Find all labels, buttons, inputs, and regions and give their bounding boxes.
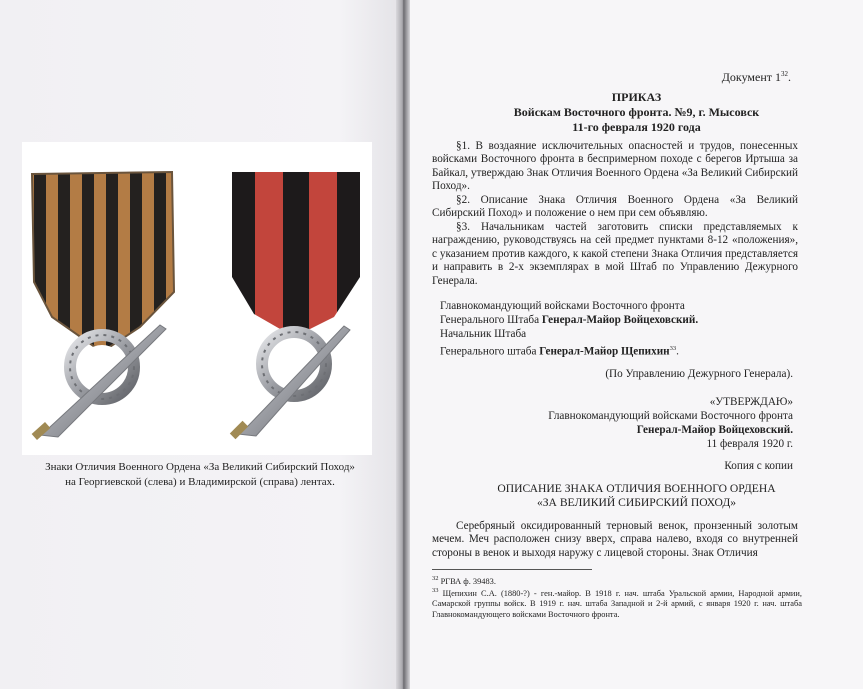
order-date: 11-го февраля 1920 года [572,120,701,134]
description-subtitle: «ЗА ВЕЛИКИЙ СИБИРСКИЙ ПОХОД» [536,496,737,509]
medal-right [230,326,350,439]
signature-4: Генерального штаба Генерал-Майор Щепихин$^{33}$. [440,345,679,358]
georgievskaya-ribbon [32,172,174,352]
signature-1: Главнокомандующий войсками Восточного фронта [440,300,685,312]
caption-line-2: на Георгиевской (слева) и Владимирской (справа) лентах. [65,476,335,488]
approve-heading: «УТВЕРЖДАЮ» [709,396,793,408]
footnote-33: $^{33}$ Щепихин С.А. (1880-?) - ген.-майор. В 1918 г. нач. штаба Уральской армии, Народной армии, Самарской группы войск. В 1919 г. нач. штаба Западной и 2-й армий, с января 1920 г. нач. штаба Главнокомандующего войсками Восточного фронта. [432,587,802,619]
paragraph-1: §1. В воздаяние исключительных опасностей и трудов, понесенных войсками Восточного фронта в беспримерном походе с берегов Иртыша за Байкал, утверждаю Знак Отличия Военного Ордена «За Великий Сибирский Поход». [432,140,798,193]
order-subtitle: Войскам Восточного фронта. №9, г. Мысовск [513,105,760,119]
medals-photo [22,142,372,455]
left-page [0,0,400,689]
medals-illustration [22,142,372,455]
document-number: Документ $1^{32}$. [721,70,791,84]
signature-3: Начальник Штаба [440,328,527,340]
photo-caption [20,460,380,490]
office-note: (По Управлению Дежурного Генерала). [605,368,793,380]
right-page [410,0,863,689]
footnote-rule [432,569,592,570]
book-gutter [396,0,410,689]
description-paragraph: Серебряный оксидированный терновый венок, пронзенный золотым мечем. Меч расположен снизу вверх, справа налево, входя со внутренней стороны в венок и выходя наружу с лицевой стороны. Знак Отличия [432,520,798,559]
caption-line-1: Знаки Отличия Военного Ордена «За Великий Сибирский Поход» [45,461,355,473]
vladimirskaya-ribbon [232,172,360,337]
description-title: ОПИСАНИЕ ЗНАКА ОТЛИЧИЯ ВОЕННОГО ОРДЕНА [497,482,776,495]
footnote-32: $^{32}$ РГВА ф. 39483. [432,575,496,586]
approve-signer: Генерал-Майор Войцеховский. [636,424,793,436]
copy-note: Копия с копии [724,460,793,472]
approve-date: 11 февраля 1920 г. [706,438,793,450]
signature-2: Генерального Штаба Генерал-Майор Войцеховский. [440,314,699,326]
paragraph-2: §2. Описание Знака Отличия Военного Ордена «За Великий Сибирский Поход» и положение о нем при сем объявляю. [432,194,798,220]
paragraph-3: §3. Начальникам частей заготовить списки представляемых к награждению, руководствуясь на сей предмет пунктами 8-12 «положения», с указанием против каждого, к какой степени Знака Отличия представляется и направить в 2-х экземплярах в мой Штаб по Управлению Дежурного Генерала. [432,221,798,287]
order-title: ПРИКАЗ [611,90,662,104]
approve-position: Главнокомандующий войсками Восточного фронта [548,410,793,422]
